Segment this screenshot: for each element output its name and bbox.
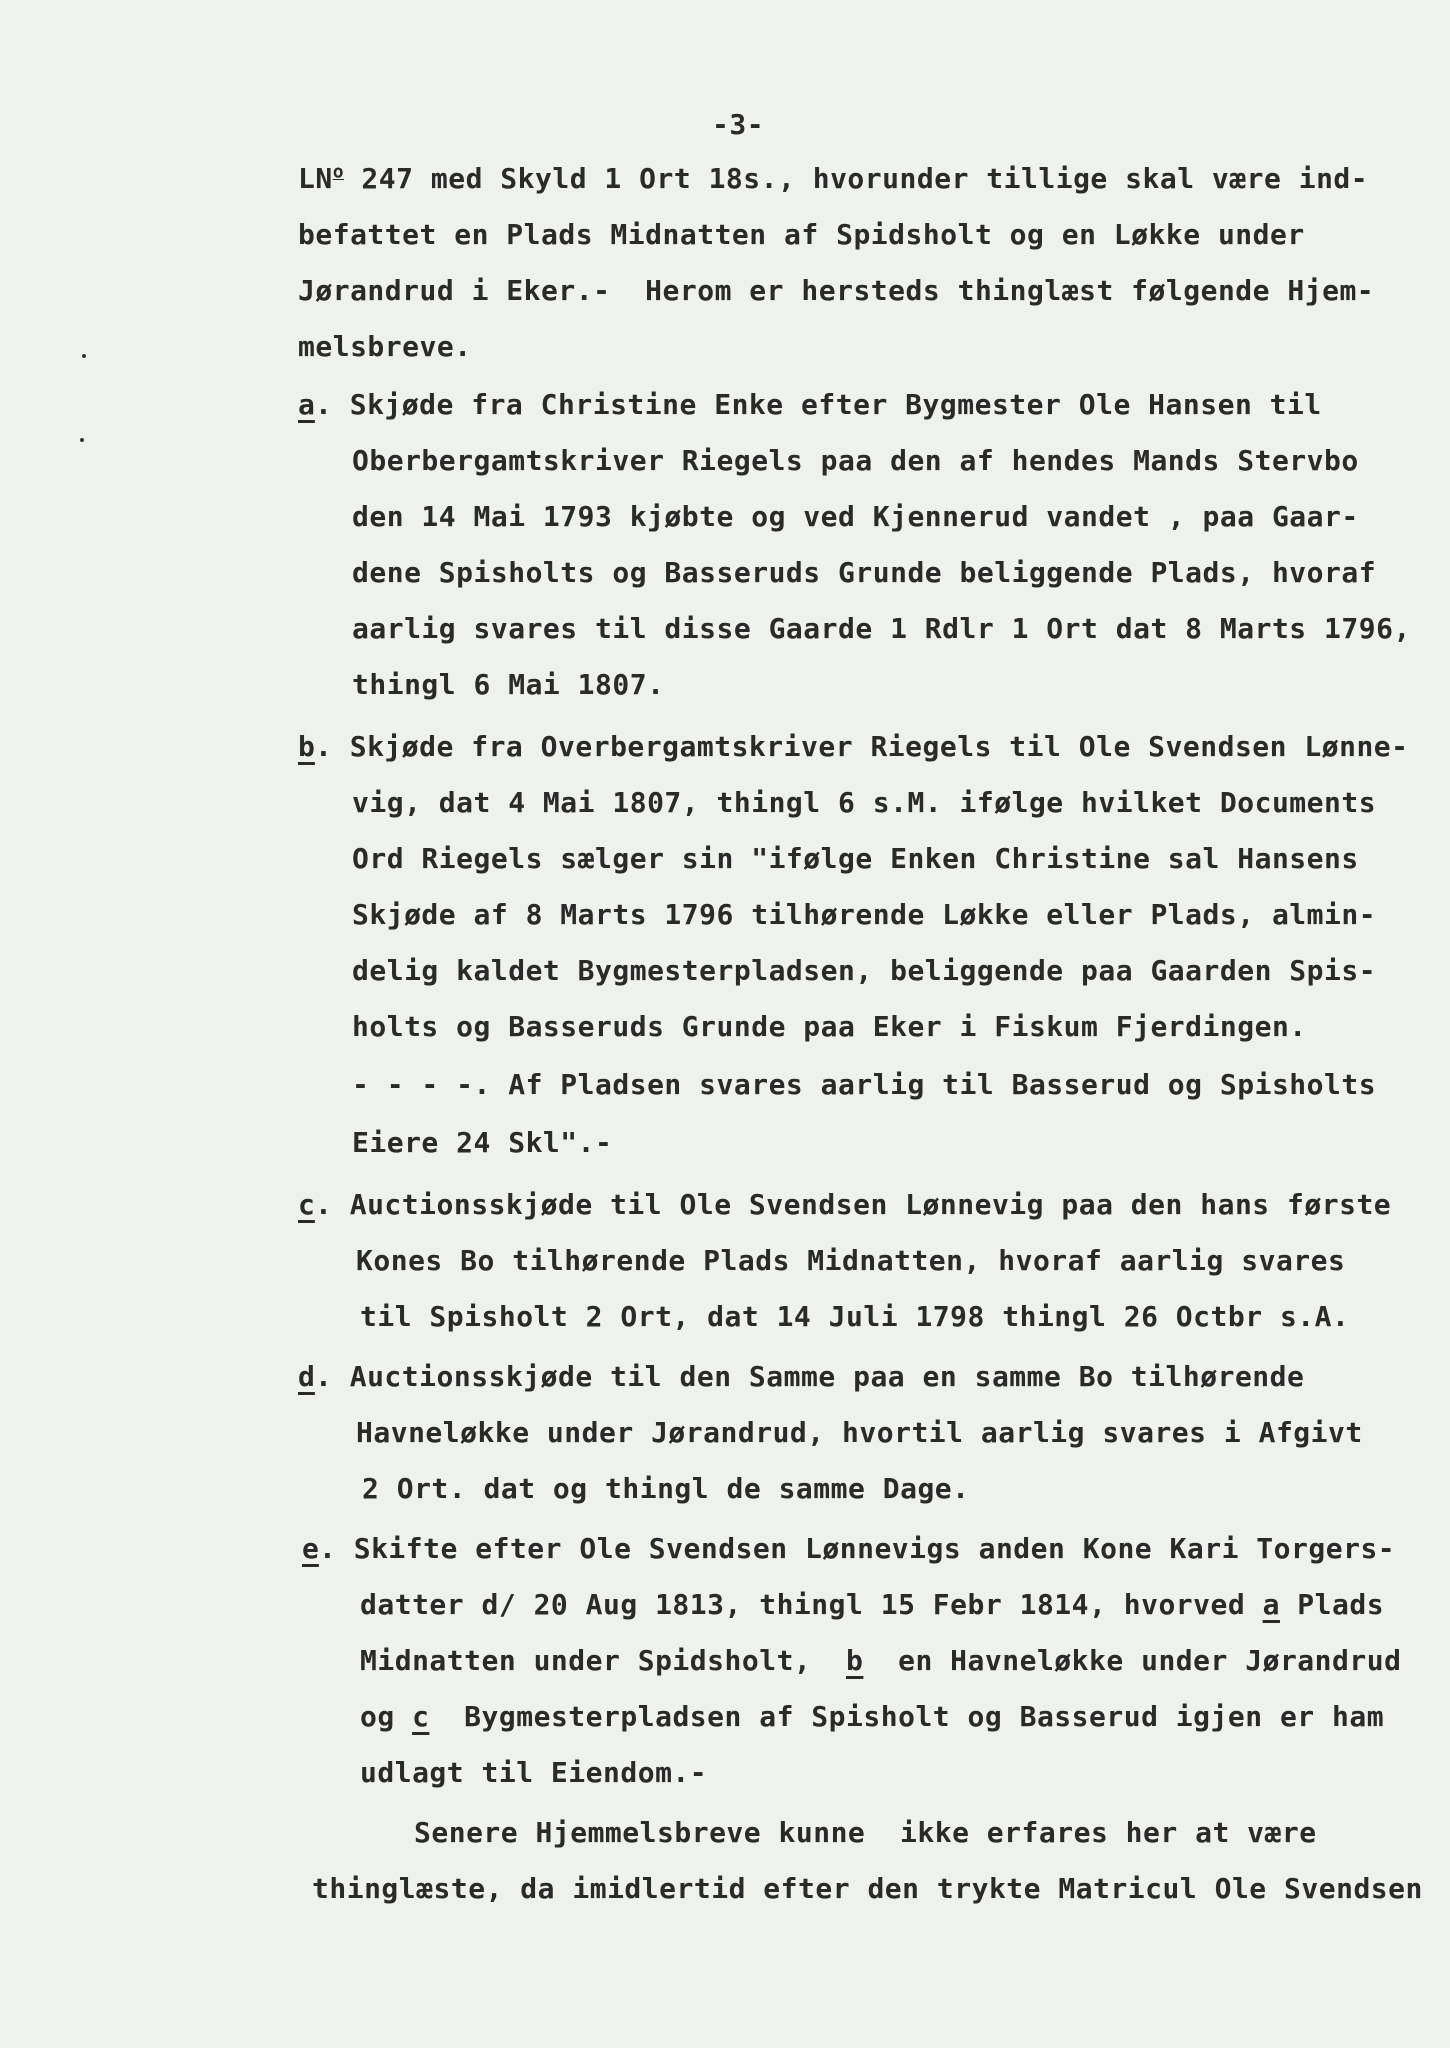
item-a-line-4: dene Spisholts og Basseruds Grunde beliggende Plads, hvoraf: [352, 556, 1377, 589]
sub-item-b-marker: b: [846, 1644, 864, 1677]
item-b-line-2: vig, dat 4 Mai 1807, thingl 6 s.M. ifølge hvilket Documents: [352, 786, 1377, 819]
item-e-line-2: [360, 1588, 1384, 1622]
item-a-label: a: [298, 388, 315, 421]
intro-line-1-rest: 247 med Skyld 1 Ort 18s., hvorunder tillige skal være ind-: [344, 162, 1369, 195]
sub-item-a-marker: a: [1262, 1588, 1280, 1621]
intro-line-1: [298, 162, 1368, 196]
item-e-line-5: udlagt til Eiendom.-: [360, 1756, 708, 1789]
item-b-line-1: . Skjøde fra Overbergamtskriver Riegels til Ole Svendsen Lønne-: [315, 730, 1409, 763]
margin-mark: [80, 438, 84, 442]
item-c-line-1: . Auctionsskjøde til Ole Svendsen Lønnevig paa den hans første: [315, 1188, 1392, 1221]
margin-mark: [82, 354, 86, 358]
item-b-line-7: - - - -. Af Pladsen svares aarlig til Basserud og Spisholts: [352, 1068, 1377, 1101]
item-a-line-2: Oberbergamtskriver Riegels paa den af hendes Mands Stervbo: [352, 444, 1359, 477]
closing-line-2: thinglæste, da imidlertid efter den trykte Matricul Ole Svendsen: [312, 1872, 1423, 1905]
item-e-line-4: [360, 1700, 1384, 1734]
sub-item-c-marker: c: [412, 1700, 430, 1733]
item-e-line-3-text: Midnatten under Spidsholt,: [360, 1644, 847, 1677]
page-number: -3-: [712, 108, 765, 141]
item-c-line-2: Kones Bo tilhørende Plads Midnatten, hvoraf aarlig svares: [356, 1244, 1346, 1277]
item-b-line-5: delig kaldet Bygmesterpladsen, beliggende paa Gaarden Spis-: [352, 954, 1377, 987]
ln-superscript: o: [332, 161, 345, 183]
item-e-line-3: [360, 1644, 1401, 1678]
item-e-line-2-tail: Plads: [1279, 1588, 1385, 1621]
closing-line-1: Senere Hjemmelsbreve kunne ikke erfares her at være: [414, 1816, 1317, 1849]
item-e-line-4-text: og: [360, 1700, 413, 1733]
item-e-label: e: [302, 1532, 319, 1565]
item-a-line-1: . Skjøde fra Christine Enke efter Bygmester Ole Hansen til: [315, 388, 1322, 421]
item-b-line-6: holts og Basseruds Grunde paa Eker i Fiskum Fjerdingen.: [352, 1010, 1307, 1043]
item-b-line-8: Eiere 24 Skl".-: [352, 1126, 613, 1159]
item-e-line-4-tail: Bygmesterpladsen af Spisholt og Basserud igjen er ham: [429, 1700, 1385, 1733]
item-a-line-3: den 14 Mai 1793 kjøbte og ved Kjennerud vandet , paa Gaar-: [352, 500, 1359, 533]
item-d-line-3: 2 Ort. dat og thingl de samme Dage.: [362, 1472, 970, 1505]
item-a-line-5: aarlig svares til disse Gaarde 1 Rdlr 1 Ort dat 8 Marts 1796,: [352, 612, 1411, 645]
item-d-line-2: Havneløkke under Jørandrud, hvortil aarlig svares i Afgivt: [356, 1416, 1363, 1449]
intro-line-2: befattet en Plads Midnatten af Spidsholt og en Løkke under: [298, 218, 1305, 251]
intro-line-3: Jørandrud i Eker.- Herom er hersteds thinglæst følgende Hjem-: [298, 274, 1375, 307]
item-e-line-1: . Skifte efter Ole Svendsen Lønnevigs anden Kone Kari Torgers-: [319, 1532, 1396, 1565]
item-a-line-6: thingl 6 Mai 1807.: [352, 668, 665, 701]
item-d-label: d: [298, 1360, 315, 1393]
item-b-line-4: Skjøde af 8 Marts 1796 tilhørende Løkke eller Plads, almin-: [352, 898, 1377, 931]
item-d-line-1: . Auctionsskjøde til den Samme paa en samme Bo tilhørende: [315, 1360, 1305, 1393]
item-c-line-3: til Spisholt 2 Ort, dat 14 Juli 1798 thingl 26 Octbr s.A.: [360, 1300, 1350, 1333]
ln-prefix: LN: [298, 162, 333, 195]
item-e-line-3-tail: en Havneløkke under Jørandrud: [863, 1644, 1402, 1677]
item-e-line-2-text: datter d/ 20 Aug 1813, thingl 15 Febr 1814, hvorved: [360, 1588, 1263, 1621]
item-c-label: c: [298, 1188, 315, 1221]
intro-line-4: melsbreve.: [298, 330, 472, 363]
item-b-label: b: [298, 730, 315, 763]
item-b-line-3: Ord Riegels sælger sin "ifølge Enken Christine sal Hansens: [352, 842, 1359, 875]
